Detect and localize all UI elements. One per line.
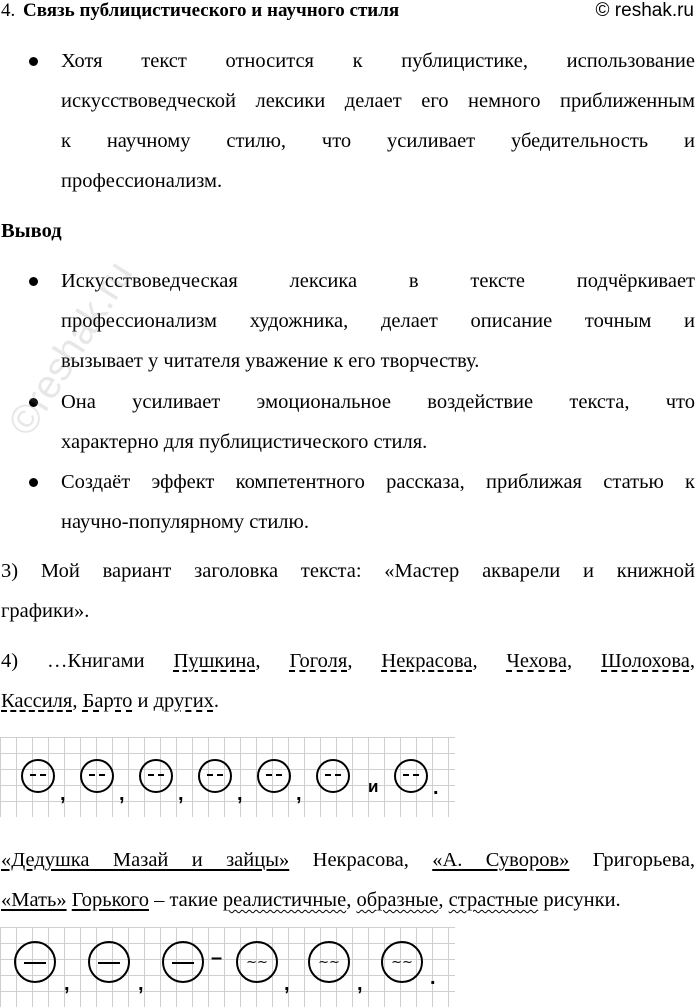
scheme-diagram-2: [0, 927, 455, 1007]
site-watermark: © reshak.ru: [595, 0, 694, 21]
separator: ,: [64, 973, 70, 995]
separator: .: [430, 967, 436, 989]
adjective: образные: [356, 889, 439, 911]
bullet-icon: [29, 57, 38, 66]
separator: ,: [357, 973, 363, 995]
conj-word: и: [137, 690, 149, 712]
text-line: Создаёт эффект компетентного рассказа, приближая статью к: [61, 471, 695, 493]
text-line: профессионализм.: [61, 170, 223, 192]
subject-circle: [14, 941, 56, 983]
book-title: «Дедушка Мазай и зайцы»: [1, 849, 290, 871]
scheme-diagram-1: [0, 737, 455, 817]
text-line: характерно для публицистического стиля.: [61, 431, 428, 453]
subject-word: Гоголя: [289, 650, 348, 672]
separator: и: [368, 777, 379, 796]
separator: .: [433, 777, 439, 799]
separator: ,: [296, 783, 302, 805]
book-title: «А. Суворов»: [432, 849, 570, 871]
separator: ,: [60, 783, 66, 805]
separator: ,: [178, 783, 184, 805]
period: .: [213, 690, 220, 712]
background-watermark: ©reshak.ru: [0, 253, 142, 444]
bullet-icon: [29, 478, 38, 487]
subject-circle: [162, 941, 204, 983]
separator: ,: [138, 973, 144, 995]
homogeneous-member-circle: [198, 759, 232, 793]
author: Горького: [71, 889, 149, 911]
adjective-circle: [381, 941, 423, 983]
text-line: «Мать» Горького – такие реалистичные, образные, страстные рисунки.: [1, 889, 621, 911]
bullet-icon: [29, 277, 38, 286]
homogeneous-member-circle: [21, 759, 55, 793]
text-line: научно-популярному стилю.: [61, 511, 309, 533]
conclusion-bullet-1: [61, 261, 695, 381]
text-line: 3) Мой вариант заголовка текста: «Мастер акварели и книжной: [1, 560, 695, 582]
adjective: реалистичные: [222, 889, 347, 911]
subject-word: Пушкина: [173, 650, 256, 672]
author: Некрасова: [312, 849, 404, 871]
task-4: [1, 641, 695, 721]
separator: ,: [237, 783, 243, 805]
wave-icon: ~~: [246, 955, 268, 970]
text-line: графики».: [1, 600, 90, 622]
subject-word: Барто: [82, 690, 133, 712]
page-header: [0, 0, 700, 26]
section-title: Связь публицистического и научного стиля: [23, 0, 400, 21]
bullet-paragraph-1: [61, 41, 695, 201]
separator: ,: [119, 783, 125, 805]
conclusion-bullet-3: [61, 462, 695, 542]
homogeneous-member-circle: [316, 759, 350, 793]
bullet-icon: [29, 398, 38, 407]
text-line: «Дедушка Мазай и зайцы» Некрасова, «А. Суворов» Григорьева,: [1, 849, 696, 871]
adjective-circle: [236, 941, 278, 983]
homogeneous-member-circle: [80, 759, 114, 793]
dash-word: – такие: [154, 889, 218, 911]
text-line: Она усиливает эмоциональное воздействие текста, что: [61, 391, 695, 413]
adjective: страстные: [448, 889, 539, 911]
homogeneous-member-circle: [394, 759, 428, 793]
subject-word: Шолохова: [601, 650, 690, 672]
book-title: «Мать»: [1, 889, 67, 911]
text-line: профессионализм художника, делает описание точным и: [61, 310, 695, 332]
subject-word: Чехова: [506, 650, 567, 672]
text-line: 4) …Книгами Пушкина, Гоголя, Некрасова, Чехова, Шолохова,: [1, 650, 695, 672]
text-line: Хотя текст относится к публицистике, использование: [61, 50, 695, 72]
section-number: 4.: [1, 0, 16, 21]
homogeneous-member-circle: [139, 759, 173, 793]
conclusion-bullet-2: [61, 382, 695, 462]
task-3: [1, 551, 695, 631]
subject-word: других: [153, 690, 214, 712]
text-line: искусствоведческой лексики делает его немного приближенным: [61, 90, 695, 112]
author: Григорьева: [592, 849, 690, 871]
text-line: вызывает у читателя уважение к его творчеству.: [61, 350, 480, 372]
text-line: к научному стилю, что усиливает убедительность и: [61, 130, 695, 152]
wave-icon: ~~: [391, 955, 413, 970]
example-sentence: [1, 840, 695, 920]
noun: рисунки.: [543, 889, 621, 911]
adjective-circle: [308, 941, 350, 983]
subject-word: Кассиля: [1, 690, 73, 712]
wave-icon: ~~: [318, 955, 340, 970]
separator: ,: [284, 973, 290, 995]
homogeneous-member-circle: [257, 759, 291, 793]
subject-word: Некрасова: [381, 650, 473, 672]
task4-prefix: 4) …Книгами: [1, 650, 145, 672]
conclusion-heading: Вывод: [1, 220, 62, 242]
separator: –: [211, 947, 223, 969]
subject-circle: [88, 941, 130, 983]
text-line: Кассиля, Барто и других.: [1, 690, 220, 712]
text-line: Искусствоведческая лексика в тексте подчёркивает: [61, 270, 695, 292]
